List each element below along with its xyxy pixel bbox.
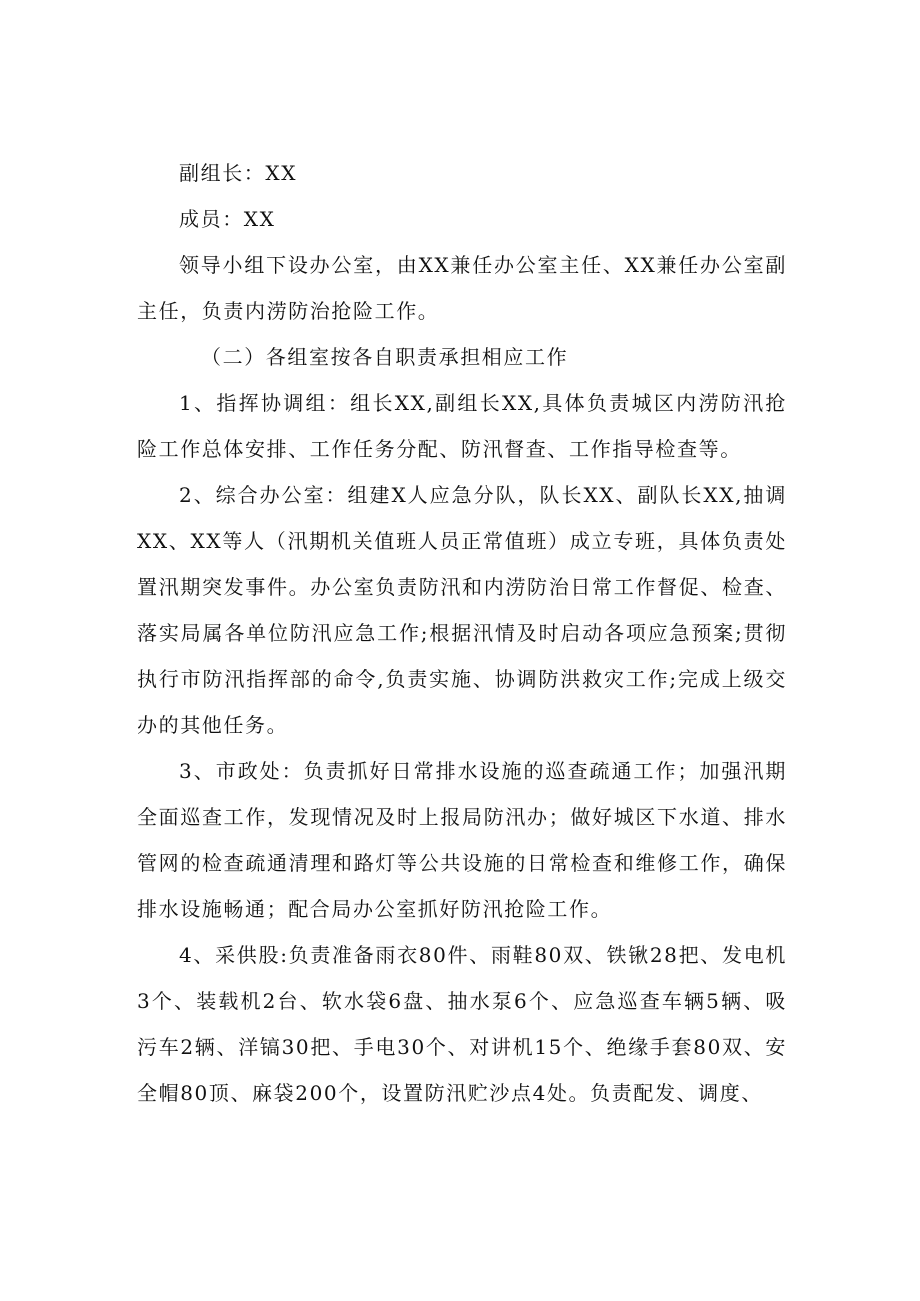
duty-item-general-office: 2、综合办公室：组建X人应急分队，队长XX、副队长XX,抽调XX、XX等人（汛期机关值班人员正常值班）成立专班，具体负责处置汛期突发事件。办公室负责防汛和内涝防治日常工作督促、检查、落实局属各单位防汛应急工作;根据汛情及时启动各项应急预案;贯彻执行市防汛指挥部的命令,负责实施、协调防洪救灾工作;完成上级交办的其他任务。 <box>137 483 787 737</box>
deputy-leader-line: 副组长：XX <box>179 161 298 185</box>
duty-item-municipal-office: 3、市政处：负责抓好日常排水设施的巡查疏通工作；加强汛期全面巡查工作，发现情况及时上报局防汛办；做好城区下水道、排水管网的检查疏通清理和路灯等公共设施的日常检查和维修工作，确保排水设施畅通；配合局办公室抓好防汛抢险工作。 <box>137 759 787 921</box>
duty-item-command-group: 1、指挥协调组：组长XX,副组长XX,具体负责城区内涝防汛抢险工作总体安排、工作任务分配、防汛督查、工作指导检查等。 <box>137 391 787 461</box>
members-line: 成员：XX <box>179 207 276 231</box>
document-body <box>137 150 787 1116</box>
office-setup-paragraph: 领导小组下设办公室，由XX兼任办公室主任、XX兼任办公室副主任，负责内涝防治抢险工作。 <box>137 253 787 323</box>
section-heading: （二）各组室按各自职责承担相应工作 <box>201 345 569 369</box>
duty-item-procurement-section: 4、采供股:负责准备雨衣80件、雨鞋80双、铁锹28把、发电机3个、装载机2台、软水袋6盘、抽水泵6个、应急巡查车辆5辆、吸污车2辆、洋镐30把、手电30个、对讲机15个、绝缘手套80双、安全帽80顶、麻袋200个，设置防汛贮沙点4处。负责配发、调度、 <box>137 943 787 1105</box>
